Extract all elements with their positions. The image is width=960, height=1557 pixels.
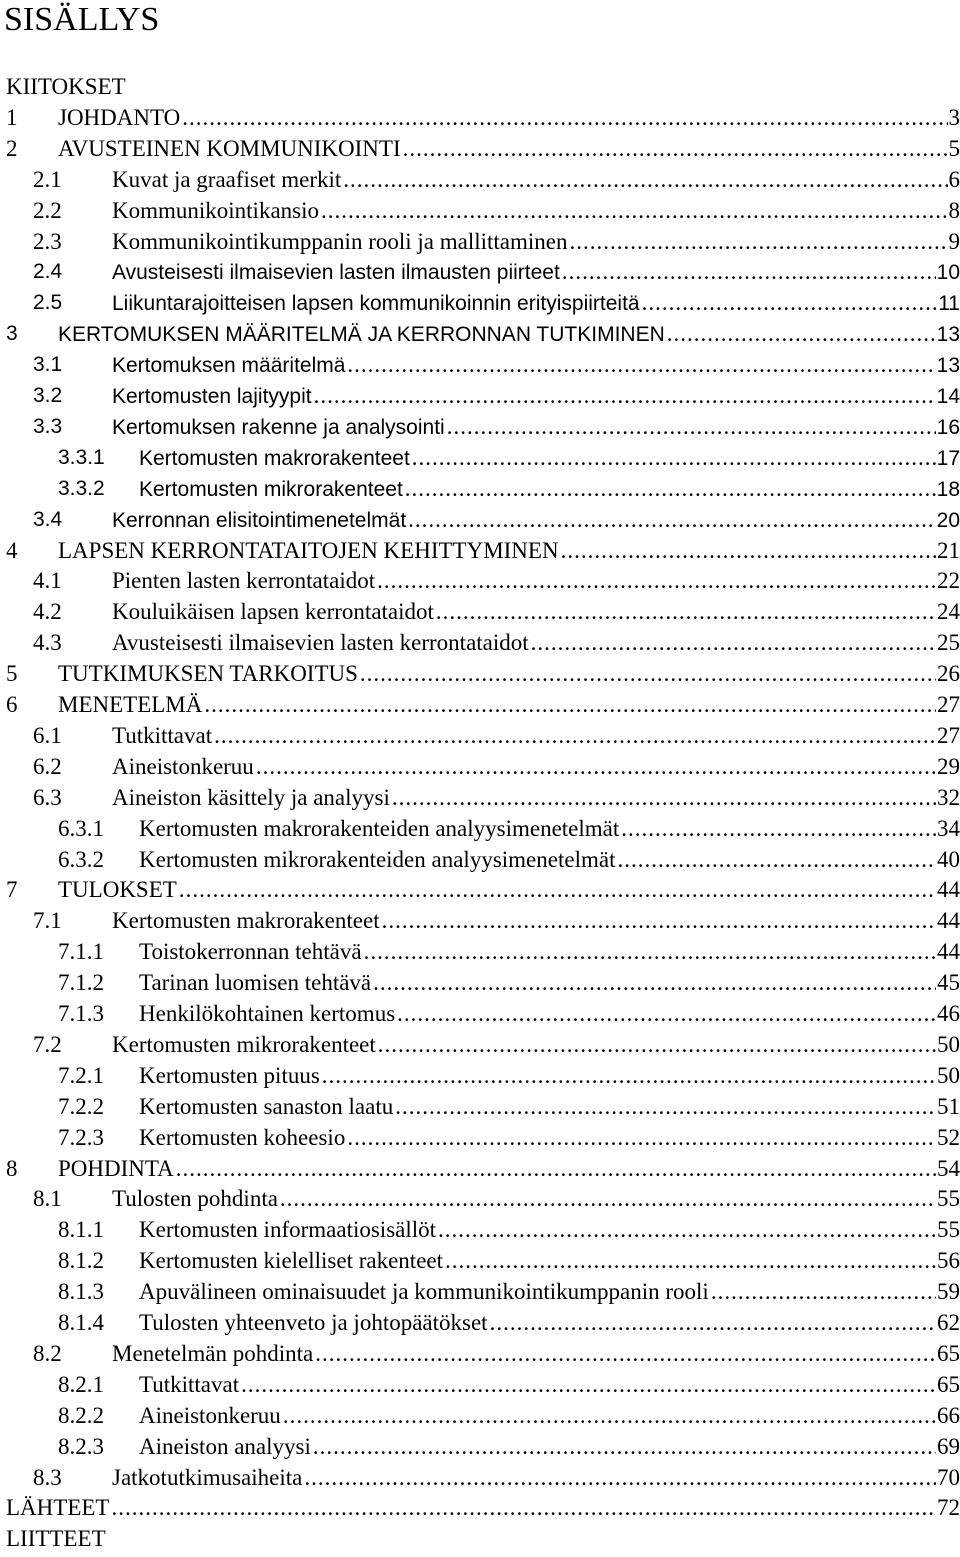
toc-leader-dots [111, 1493, 936, 1523]
toc-entry[interactable] [0, 845, 960, 875]
toc-entry-title: Kertomusten mikrorakenteiden analyysimenetelmät [139, 846, 616, 872]
toc-leader-dots [621, 814, 936, 844]
toc-entry-title: LIITTEET [6, 1526, 106, 1552]
toc-entry[interactable] [0, 1061, 960, 1091]
toc-entry-title: Kertomusten mikrorakenteet [112, 1031, 376, 1057]
toc-entry-number: 7 [6, 877, 18, 903]
toc-entry-page: 46 [937, 1001, 960, 1026]
toc-entry-page: 8 [948, 197, 960, 223]
toc-entry-number: 3 [6, 322, 18, 346]
toc-leader-dots [405, 474, 936, 504]
toc-entry-title: Kertomusten informaatiosisällöt [139, 1217, 437, 1243]
toc-leader-dots [214, 721, 936, 751]
toc-leader-dots [256, 752, 936, 782]
toc-entry-page: 70 [937, 1464, 960, 1490]
toc-entry-title: Tutkittavat [112, 722, 213, 748]
toc-leader-dots [531, 628, 936, 658]
toc-entry-title: Tulosten yhteenveto ja johtopäätökset [139, 1310, 488, 1335]
toc-entry-number: 8.1 [33, 1186, 62, 1212]
toc-entry[interactable] [0, 690, 960, 720]
toc-entry-page: 11 [938, 292, 960, 316]
toc-entry[interactable] [0, 165, 960, 195]
toc-entry-number: 7.2 [33, 1031, 62, 1057]
toc-entry[interactable] [0, 1123, 960, 1153]
toc-leader-dots [447, 412, 936, 442]
toc-entry-page: 27 [937, 692, 960, 717]
toc-entry-title: Kertomusten sanaston laatu [139, 1093, 394, 1119]
toc-entry-number: 8.1.2 [58, 1248, 104, 1274]
toc-leader-dots [490, 1308, 936, 1338]
toc-entry[interactable] [0, 350, 960, 380]
toc-entry-page: 26 [937, 661, 960, 687]
toc-entry-page: 62 [937, 1310, 960, 1335]
toc-entry[interactable] [0, 443, 960, 473]
toc-leader-dots [204, 690, 936, 720]
toc-leader-dots [561, 536, 936, 566]
toc-leader-dots [373, 968, 936, 998]
toc-entry-title: Henkilökohtainen kertomus [139, 1001, 396, 1026]
toc-entry-page: 40 [937, 846, 960, 872]
toc-entry-title: Kertomusten makrorakenteiden analyysimenetelmät [139, 815, 620, 841]
toc-entry[interactable] [0, 536, 960, 566]
toc-entry-number: 4.2 [33, 599, 62, 625]
toc-entry[interactable] [0, 1030, 960, 1060]
toc-entry[interactable] [0, 999, 960, 1029]
toc-entry-title: Kertomusten lajityypit [112, 385, 312, 408]
toc-entry-page: 52 [937, 1124, 960, 1150]
toc-entry[interactable] [0, 196, 960, 226]
toc-entry-number: 4.1 [33, 568, 62, 594]
toc-entry-title: KIITOKSET [6, 74, 126, 99]
toc-entry[interactable] [0, 381, 960, 411]
toc-entry-page: 17 [936, 446, 960, 470]
toc-entry-page: 50 [937, 1062, 960, 1088]
toc-entry[interactable] [0, 134, 960, 164]
toc-entry-number: 2.5 [33, 291, 63, 315]
toc-entry-title: Avusteisesti ilmaisevien lasten kerrontataidot [112, 630, 529, 656]
toc-entry-title: Kommunikointikansio [112, 197, 319, 223]
toc-entry[interactable] [0, 1215, 960, 1245]
toc-entry-page: 66 [937, 1402, 960, 1428]
toc-entry[interactable] [0, 288, 960, 318]
toc-entry-number: 8.3 [33, 1464, 62, 1490]
toc-entry-page: 10 [936, 261, 960, 285]
toc-entry[interactable] [0, 937, 960, 967]
toc-entry-page: 27 [937, 722, 960, 748]
toc-entry-title: Tarinan luomisen tehtävä [139, 970, 372, 996]
toc-entry[interactable] [0, 505, 960, 535]
toc-entry-number: 8.2.3 [58, 1433, 104, 1459]
toc-entry-number: 3.3 [33, 414, 63, 438]
toc-entry[interactable] [0, 103, 960, 133]
toc-entry-title: Kertomuksen rakenne ja analysointi [112, 415, 445, 439]
toc-entry-title: POHDINTA [58, 1155, 174, 1181]
toc-entry-page: 32 [937, 784, 960, 810]
toc-entry-number: 3.2 [33, 384, 63, 407]
toc-entry[interactable] [0, 1370, 960, 1400]
toc-leader-dots [392, 783, 936, 813]
toc-entry-title: Kertomusten pituus [139, 1062, 320, 1088]
toc-entry[interactable] [0, 783, 960, 813]
toc-entry-number: 4 [6, 537, 18, 563]
toc-entry-title: LAPSEN KERRONTATAITOJEN KEHITTYMINEN [58, 537, 559, 563]
toc-entry-title: Kerronnan elisitointimenetelmät [112, 508, 407, 532]
toc-entry[interactable] [0, 1432, 960, 1462]
toc-entry-title: Tulosten pohdinta [112, 1186, 278, 1212]
toc-entry[interactable] [0, 1401, 960, 1431]
toc-entry-number: 6.3.2 [58, 846, 104, 872]
toc-leader-dots [179, 875, 936, 905]
toc-entry-title: AVUSTEINEN KOMMUNIKOINTI [58, 135, 401, 161]
toc-entry-title: Kertomusten makrorakenteet [139, 446, 410, 470]
toc-entry-number: 7.2.2 [58, 1093, 104, 1119]
toc-entry[interactable] [0, 1308, 960, 1338]
toc-entry-page: 50 [937, 1031, 960, 1057]
toc-leader-dots [322, 1061, 936, 1091]
toc-leader-dots [360, 659, 936, 689]
toc-entry-title: Tutkittavat [139, 1371, 240, 1397]
toc-entry-number: 3.3.1 [58, 445, 105, 469]
toc-leader-dots [382, 906, 936, 936]
toc-entry-number: 7.1 [33, 908, 62, 934]
toc-entry-page: 44 [937, 908, 960, 934]
toc-entry-page: 13 [936, 354, 960, 378]
toc-entry-title: TULOKSET [58, 877, 177, 903]
toc-entry[interactable] [0, 257, 960, 287]
toc-entry-title: LÄHTEET [6, 1495, 110, 1521]
toc-entry-page: 25 [937, 630, 960, 656]
toc-entry-title: Aineistonkeruu [112, 753, 254, 779]
toc-entry-page: 55 [937, 1186, 960, 1212]
toc-entry-title: Aineiston käsittely ja analyysi [112, 784, 390, 810]
toc-entry-page: 14 [936, 385, 960, 408]
toc-entry-page: 44 [937, 877, 960, 903]
toc-leader-dots [438, 1215, 936, 1245]
toc-entry-page: 24 [937, 599, 960, 625]
toc-leader-dots [321, 196, 948, 226]
toc-entry-number: 7.1.3 [58, 1001, 104, 1026]
toc-leader-dots [403, 134, 948, 164]
toc-entry-title: Toistokerronnan tehtävä [139, 939, 362, 965]
toc-entry-number: 8.2.2 [58, 1402, 104, 1428]
toc-entry-title: Kertomuksen määritelmä [112, 354, 346, 378]
toc-entry[interactable] [0, 1493, 960, 1523]
toc-entry-number: 7.1.2 [58, 970, 104, 996]
toc-entry[interactable] [0, 1277, 960, 1307]
toc-entry[interactable] [0, 906, 960, 936]
toc-entry[interactable] [0, 1092, 960, 1122]
toc-entry-page: 45 [937, 970, 960, 996]
toc-entry[interactable] [0, 1154, 960, 1184]
toc-entry-number: 5 [6, 661, 18, 687]
toc-entry-number: 6 [6, 692, 18, 717]
toc-entry[interactable] [0, 474, 960, 504]
toc-leader-dots [436, 597, 936, 627]
toc-leader-dots [313, 1432, 936, 1462]
toc-leader-dots [395, 1092, 936, 1122]
toc-entry-title: JOHDANTO [58, 104, 181, 130]
toc-entry[interactable] [0, 319, 960, 349]
toc-entry-title: MENETELMÄ [58, 692, 203, 717]
toc-entry-title: Kommunikointikumppanin rooli ja mallittaminen [112, 228, 568, 254]
toc-entry-title: Kertomusten mikrorakenteet [139, 477, 403, 501]
toc-entry-page: 56 [937, 1248, 960, 1274]
toc-entry[interactable] [0, 412, 960, 442]
toc-entry-number: 6.3 [33, 784, 62, 810]
toc-leader-dots [176, 1154, 936, 1184]
toc-entry-number: 6.2 [33, 753, 62, 779]
toc-entry-number: 4.3 [33, 630, 62, 656]
toc-entry-page: 55 [937, 1217, 960, 1243]
toc-leader-dots [280, 1184, 936, 1214]
toc-entry-number: 2.2 [33, 197, 62, 223]
toc-entry-number: 2.3 [33, 228, 62, 254]
page-title: SISÄLLYS [4, 1, 160, 38]
toc-entry-number: 7.2.3 [58, 1124, 104, 1150]
toc-leader-dots [569, 227, 947, 257]
toc-entry-page: 22 [937, 568, 960, 594]
toc-entry[interactable] [0, 566, 960, 596]
toc-entry-page: 5 [948, 135, 960, 161]
toc-entry-page: 34 [937, 815, 960, 841]
toc-entry-number: 2.1 [33, 166, 62, 192]
toc-entry-page: 59 [937, 1279, 960, 1305]
toc-leader-dots [304, 1463, 936, 1493]
toc-leader-dots [315, 1339, 936, 1369]
toc-entry-number: 8.2.1 [58, 1371, 104, 1397]
toc-leader-dots [562, 257, 936, 287]
toc-leader-dots [412, 443, 936, 473]
toc-entry-number: 8 [6, 1155, 18, 1181]
toc-entry-title: Jatkotutkimusaiheita [112, 1464, 303, 1490]
toc-entry-number: 8.2 [33, 1340, 62, 1366]
toc-leader-dots [241, 1370, 936, 1400]
toc-entry-title: Kertomusten koheesio [139, 1124, 346, 1150]
toc-entry-number: 8.1.1 [58, 1217, 104, 1243]
toc-entry-title: Liikuntarajoitteisen lapsen kommunikoinnin erityispiirteitä [112, 292, 640, 316]
toc-entry-title: Kertomusten makrorakenteet [112, 908, 380, 934]
toc-leader-dots [711, 1277, 936, 1307]
toc-entry-title: TUTKIMUKSEN TARKOITUS [58, 661, 358, 687]
toc-leader-dots [408, 505, 935, 535]
toc-entry-title: Aineiston analyysi [139, 1433, 311, 1459]
toc-entry-page: 20 [936, 508, 960, 532]
toc-entry-title: Avusteisesti ilmaisevien lasten ilmausten piirteet [112, 261, 560, 285]
toc-entry[interactable] [0, 1524, 960, 1554]
toc-entry-page: 16 [936, 415, 960, 439]
toc-leader-dots [314, 381, 936, 411]
toc-entry-title: Menetelmän pohdinta [112, 1340, 314, 1366]
toc-entry-page: 54 [937, 1155, 960, 1181]
toc-leader-dots [283, 1401, 936, 1431]
toc-entry[interactable] [0, 752, 960, 782]
toc-entry[interactable] [0, 227, 960, 257]
toc-entry-number: 3.1 [33, 353, 63, 377]
toc-entry-number: 6.1 [33, 722, 62, 748]
toc-entry-page: 69 [937, 1433, 960, 1459]
toc-leader-dots [642, 288, 938, 318]
toc-entry[interactable] [0, 628, 960, 658]
toc-leader-dots [364, 937, 936, 967]
toc-leader-dots [182, 103, 947, 133]
toc-entry[interactable] [0, 1339, 960, 1369]
toc-entry-page: 3 [948, 104, 960, 130]
toc-entry-page: 51 [937, 1093, 960, 1119]
toc-entry-page: 65 [937, 1371, 960, 1397]
toc-entry-number: 6.3.1 [58, 815, 104, 841]
toc-leader-dots [617, 845, 936, 875]
toc-entry-number: 2.4 [33, 260, 63, 284]
toc-entry[interactable] [0, 1463, 960, 1493]
toc-entry-page: 44 [937, 939, 960, 965]
toc-entry-number: 7.1.1 [58, 939, 104, 965]
toc-entry-title: Kuvat ja graafiset merkit [112, 166, 342, 192]
toc-entry-number: 8.1.3 [58, 1279, 104, 1305]
toc-entry-number: 8.1.4 [58, 1310, 104, 1335]
toc-entry[interactable] [0, 875, 960, 905]
toc-leader-dots [347, 1123, 936, 1153]
toc-entry[interactable] [0, 968, 960, 998]
toc-leader-dots [378, 1030, 936, 1060]
toc-entry-number: 7.2.1 [58, 1062, 104, 1088]
toc-entry-number: 3.4 [33, 507, 63, 531]
toc-leader-dots [667, 319, 936, 349]
toc-entry[interactable] [0, 1246, 960, 1276]
toc-entry[interactable] [0, 597, 960, 627]
toc-entry[interactable] [0, 1184, 960, 1214]
toc-leader-dots [377, 566, 936, 596]
toc-leader-dots [347, 350, 935, 380]
toc-entry-title: Aineistonkeruu [139, 1402, 281, 1428]
toc-leader-dots [397, 999, 936, 1029]
toc-entry-page: 72 [937, 1495, 960, 1521]
toc-entry-number: 1 [6, 104, 18, 130]
toc-entry-title: Kertomusten kielelliset rakenteet [139, 1248, 443, 1274]
toc-entry-title: KERTOMUKSEN MÄÄRITELMÄ JA KERRONNAN TUTKIMINEN [58, 323, 665, 347]
toc-entry[interactable] [0, 814, 960, 844]
toc-entry[interactable] [0, 721, 960, 751]
toc-entry[interactable] [0, 72, 960, 102]
toc-entry-number: 2 [6, 135, 18, 161]
toc-entry-page: 29 [937, 753, 960, 779]
toc-entry-title: Pienten lasten kerrontataidot [112, 568, 376, 594]
toc-entry-page: 18 [936, 477, 960, 501]
toc-entry-number: 3.3.2 [58, 476, 105, 500]
toc-entry-title: Apuvälineen ominaisuudet ja kommunikointikumppanin rooli [139, 1279, 709, 1305]
toc-entry-page: 9 [948, 228, 960, 254]
toc-entry-page: 21 [937, 537, 960, 563]
toc-entry-title: Kouluikäisen lapsen kerrontataidot [112, 599, 434, 625]
toc-entry-page: 6 [948, 166, 960, 192]
toc-leader-dots [445, 1246, 936, 1276]
toc-leader-dots [343, 165, 947, 195]
toc-entry-page: 65 [937, 1340, 960, 1366]
toc-entry[interactable] [0, 659, 960, 689]
toc-entry-page: 13 [936, 323, 960, 347]
